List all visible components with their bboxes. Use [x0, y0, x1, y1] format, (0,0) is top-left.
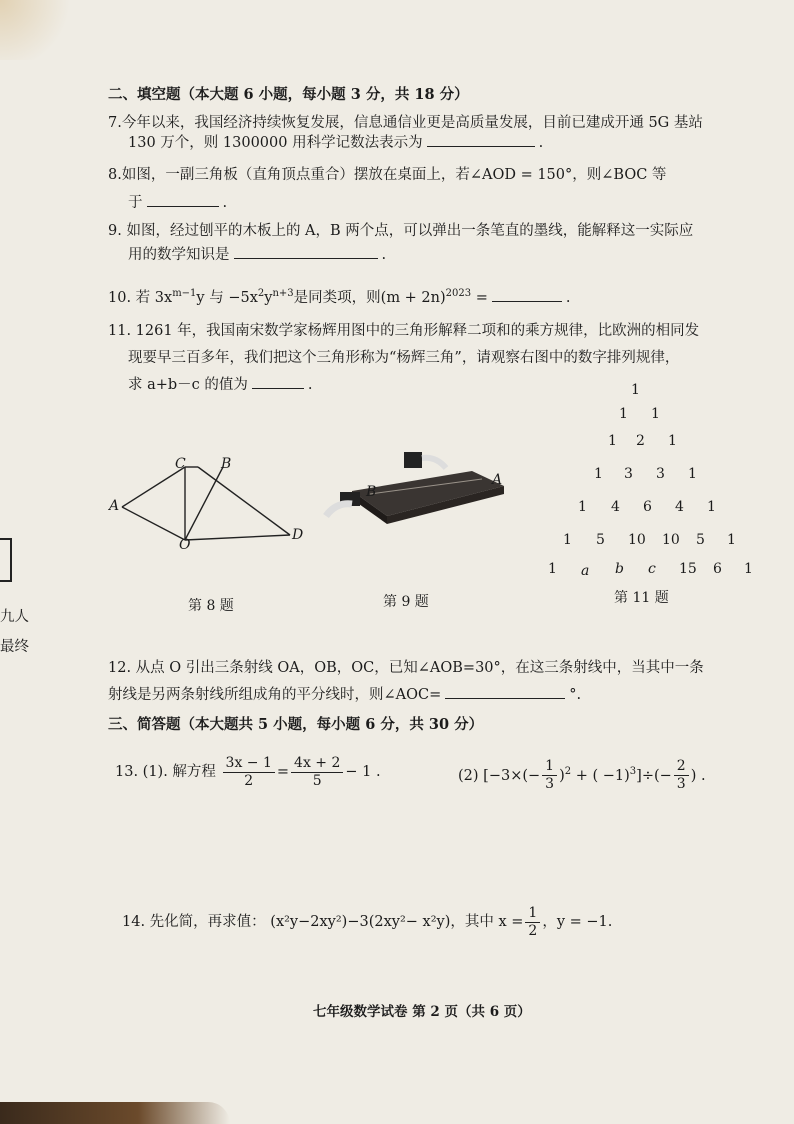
fig9-label-b: B: [366, 484, 377, 500]
paper-stain: [0, 0, 80, 60]
left-edge-text-2: 最终: [0, 639, 29, 655]
tri-cell: 1: [578, 499, 587, 515]
fig8-label-c: C: [175, 456, 186, 472]
left-edge-text-1: 九人: [0, 609, 29, 625]
tri-cell: 1: [707, 499, 716, 515]
q14-line: 14. 先化简，再求值： (x²y−2xy²)−3(2xy²− x²y)，其中 x = $\frac{1}{2}$ ，y = −1.: [122, 904, 613, 939]
tri-cell: 4: [611, 499, 620, 515]
tri-cell: 6: [713, 561, 722, 577]
fig9-caption: 第 9 题: [383, 594, 429, 610]
tri-cell: 15: [679, 561, 697, 577]
tri-cell: 1: [688, 466, 697, 482]
q10-line: 10. 若 $3x^{m-1}y$ 与 $-5x^2y^{n+3}$是同类项，则$(m + 2n)^{2023}$ = .: [108, 288, 571, 306]
q11-line1: 11. 1261 年，我国南宋数学家杨辉用图中的三角形解释二项和的乘方规律，比欧洲的相同发: [108, 323, 700, 339]
tri-cell: 10: [628, 532, 646, 548]
q8-line2: 于 .: [128, 192, 227, 214]
tri-cell: 1: [608, 433, 617, 449]
figure-9-board-image: [322, 446, 512, 536]
q10-answer-blank[interactable]: [492, 287, 562, 302]
q7-answer-blank[interactable]: [427, 132, 535, 147]
tri-cell: 1: [727, 532, 736, 548]
tri-cell-c: c: [648, 561, 656, 577]
fig8-caption: 第 8 题: [188, 598, 234, 614]
q8-line1: 8.如图，一副三角板（直角顶点重合）摆放在桌面上，若∠AOD = 150°，则∠BOC 等: [108, 167, 667, 183]
q12-line2: 射线是另两条射线所组成角的平分线时，则∠AOC= °.: [108, 684, 581, 706]
tri-cell: 1: [631, 382, 640, 398]
q9-line2: 用的数学知识是 .: [128, 244, 386, 266]
tri-cell-a: a: [581, 563, 590, 579]
fig8-label-a: A: [109, 498, 120, 514]
tri-cell: 1: [548, 561, 557, 577]
q9-answer-blank[interactable]: [234, 244, 378, 259]
q11-line3: 求 a+b－c 的值为 .: [128, 374, 313, 396]
tri-cell-b: b: [615, 561, 624, 577]
section2-title: 二、填空题（本大题 6 小题，每小题 3 分，共 18 分）: [108, 86, 469, 103]
q8-answer-blank[interactable]: [147, 192, 219, 207]
q13-fraction-3: $\frac{1}{3}$: [542, 758, 557, 793]
q13-part2: (2) [−3×(− $\frac{1}{3}$ )$^2$ + ( −1)$^3$]÷(− $\frac{2}{3}$ ) .: [458, 758, 706, 793]
tri-cell: 4: [675, 499, 684, 515]
fig11-caption: 第 11 题: [614, 590, 669, 606]
tri-cell: 1: [668, 433, 677, 449]
q9-line1: 9. 如图，经过刨平的木板上的 A，B 两个点，可以弹出一条笔直的墨线，能解释这一实际应: [108, 223, 694, 239]
figure-8-triangle-diagram: [100, 452, 315, 557]
q13-fraction-2: $\frac{4x + 2}{5}$: [291, 755, 343, 790]
page-bottom-shadow: [0, 1102, 230, 1124]
tri-cell: 1: [619, 406, 628, 422]
q14-fraction-x: $\frac{1}{2}$: [525, 905, 540, 940]
tri-cell: 3: [656, 466, 665, 482]
tri-cell: 1: [744, 561, 753, 577]
tri-cell: 1: [563, 532, 572, 548]
tri-cell: 1: [651, 406, 660, 422]
q11-answer-blank[interactable]: [252, 374, 304, 389]
tri-cell: 3: [624, 466, 633, 482]
fig9-label-a: A: [492, 472, 503, 488]
q13-part1: 13. (1). 解方程 $\frac{3x - 1}{2}$ = $\frac{4x + 2}{5}$ − 1 .: [115, 754, 381, 789]
tri-cell: 1: [594, 466, 603, 482]
q7-line2: 130 万个，则 1300000 用科学记数法表示为 .: [128, 132, 543, 154]
fig8-label-b: B: [221, 456, 232, 472]
q11-line2: 现要早三百多年，我们把这个三角形称为“杨辉三角”，请观察右图中的数字排列规律，: [128, 350, 680, 366]
left-edge-box: [0, 538, 12, 582]
page-footer: 七年级数学试卷 第 2 页（共 6 页）: [313, 1004, 531, 1020]
q12-answer-blank[interactable]: [445, 684, 565, 699]
tri-cell: 5: [596, 532, 605, 548]
fig8-label-o: O: [179, 537, 191, 553]
tri-cell: 5: [696, 532, 705, 548]
q12-line1: 12. 从点 O 引出三条射线 OA，OB，OC，已知∠AOB=30°，在这三条射线中，当其中一条: [108, 660, 704, 676]
fig8-label-d: D: [292, 527, 304, 543]
tri-cell: 10: [662, 532, 680, 548]
q13-fraction-4: $\frac{2}{3}$: [674, 758, 689, 793]
tri-cell: 6: [643, 499, 652, 515]
q7-line1: 7.今年以来，我国经济持续恢复发展，信息通信业更是高质量发展，目前已建成开通 5G 基站: [108, 115, 703, 131]
tri-cell: 2: [636, 433, 645, 449]
q13-fraction-1: $\frac{3x - 1}{2}$: [223, 755, 275, 790]
section3-title: 三、简答题（本大题共 5 小题，每小题 6 分，共 30 分）: [108, 716, 484, 733]
